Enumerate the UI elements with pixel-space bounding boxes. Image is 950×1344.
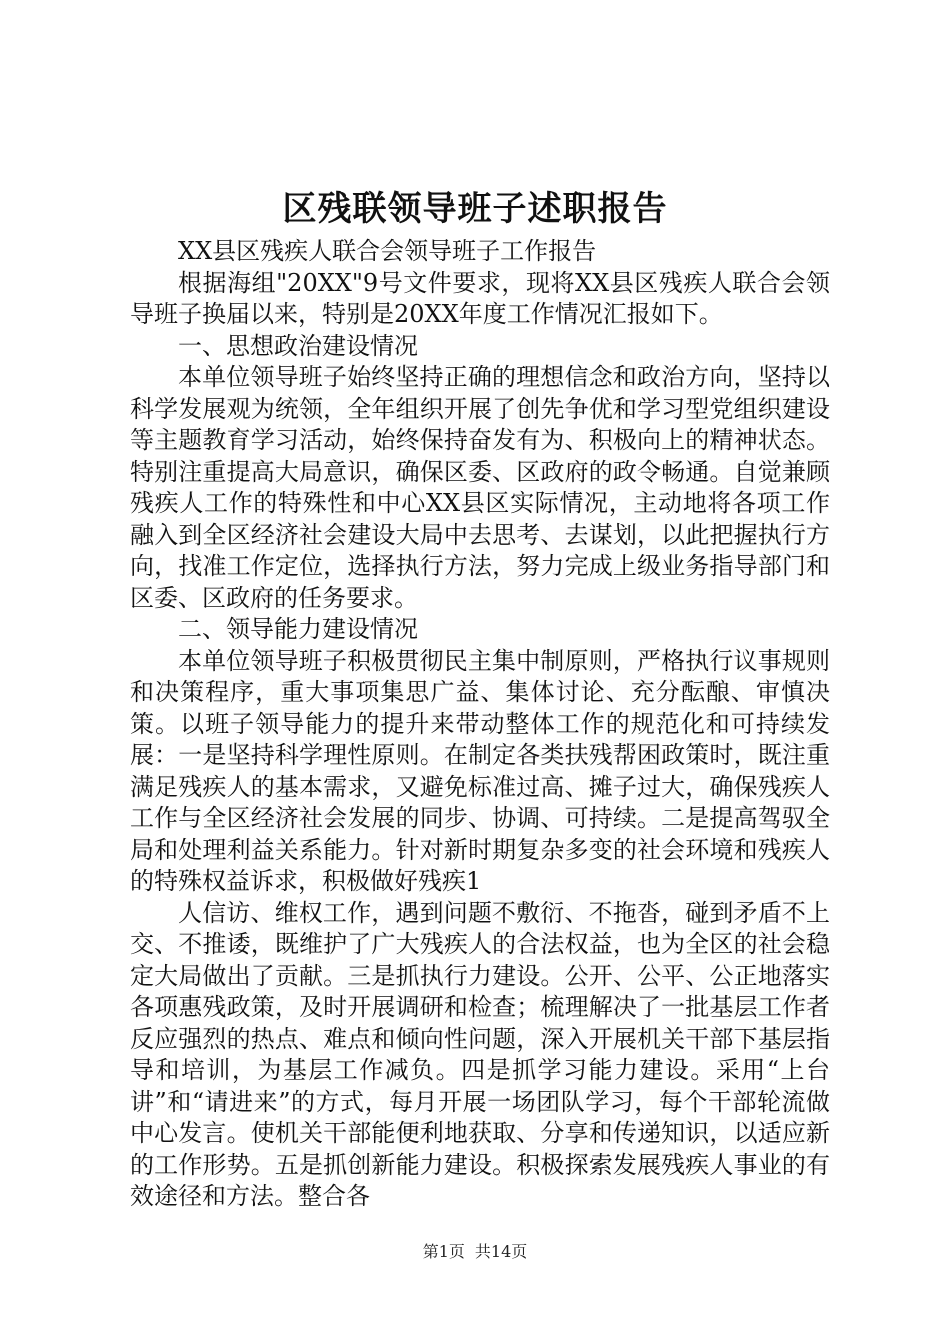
document-title: 区残联领导班子述职报告 — [282, 189, 668, 229]
paragraph-report-subtitle: XX县区残疾人联合会领导班子工作报告 — [178, 237, 597, 265]
paragraph-leadership-continued: 人信访、维权工作，遇到问题不敷衍、不拖沓，碰到矛盾不上交、不推诿，既维护了广大残疾人的合法权益，也为全区的社会稳定大局做出了贡献。三是抓执行力建设。公开、公平、公正地落实各项惠残政策，及时开展调研和检查；梳理解决了一批基层工作者反应强烈的热点、难点和倾向性问题，深入开展机关干部下基层指导和培训，为基层工作减负。四是抓学习能力建设。采用“上台讲”和“请进来”的方式，每月开展一场团队学习，每个干部轮流做中心发言。使机关干部能便利地获取、分享和传递知识，以适应新的工作形势。五是抓创新能力建设。积极探索发展残疾人事业的有效途径和方法。整合各 — [130, 898, 830, 1210]
page-number: 第1页 — [422, 1242, 465, 1261]
section-heading-ideology: 一、思想政治建设情况 — [178, 331, 418, 360]
document-body — [130, 236, 830, 1213]
paragraph-intro: 根据海组"20XX"9号文件要求，现将XX县区残疾人联合会领导班子换届以来，特别是20XX年度工作情况汇报如下。 — [130, 268, 830, 328]
section-heading-leadership: 二、领导能力建设情况 — [178, 615, 418, 643]
paragraph-ideology: 本单位领导班子始终坚持正确的理想信念和政治方向，坚持以科学发展观为统领，全年组织开展了创先争优和学习型党组织建设等主题教育学习活动，始终保持奋发有为、积极向上的精神状态。特别注重提高大局意识，确保区委、区政府的政令畅通。自觉兼顾残疾人工作的特殊性和中心XX县区实际情况，主动地将各项工作融入到全区经济社会建设大局中去思考、去谋划，以此把握执行方向，找准工作定位，选择执行方法，努力完成上级业务指导部门和区委、区政府的任务要求。 — [130, 363, 830, 612]
paragraph-leadership: 本单位领导班子积极贯彻民主集中制原则，严格执行议事规则和决策程序，重大事项集思广益、集体讨论、充分酝酿、审慎决策。以班子领导能力的提升来带动整体工作的规范化和可持续发展：一是坚持科学理性原则。在制定各类扶残帮困政策时，既注重满足残疾人的基本需求，又避免标准过高、摊子过大，确保残疾人工作与全区经济社会发展的同步、协调、可持续。二是提高驾驭全局和处理利益关系能力。针对新时期复杂多变的社会环境和残疾人的特殊权益诉求，积极做好残疾1 — [130, 646, 830, 895]
page-total: 共14页 — [474, 1242, 528, 1261]
page-footer — [0, 1240, 950, 1264]
